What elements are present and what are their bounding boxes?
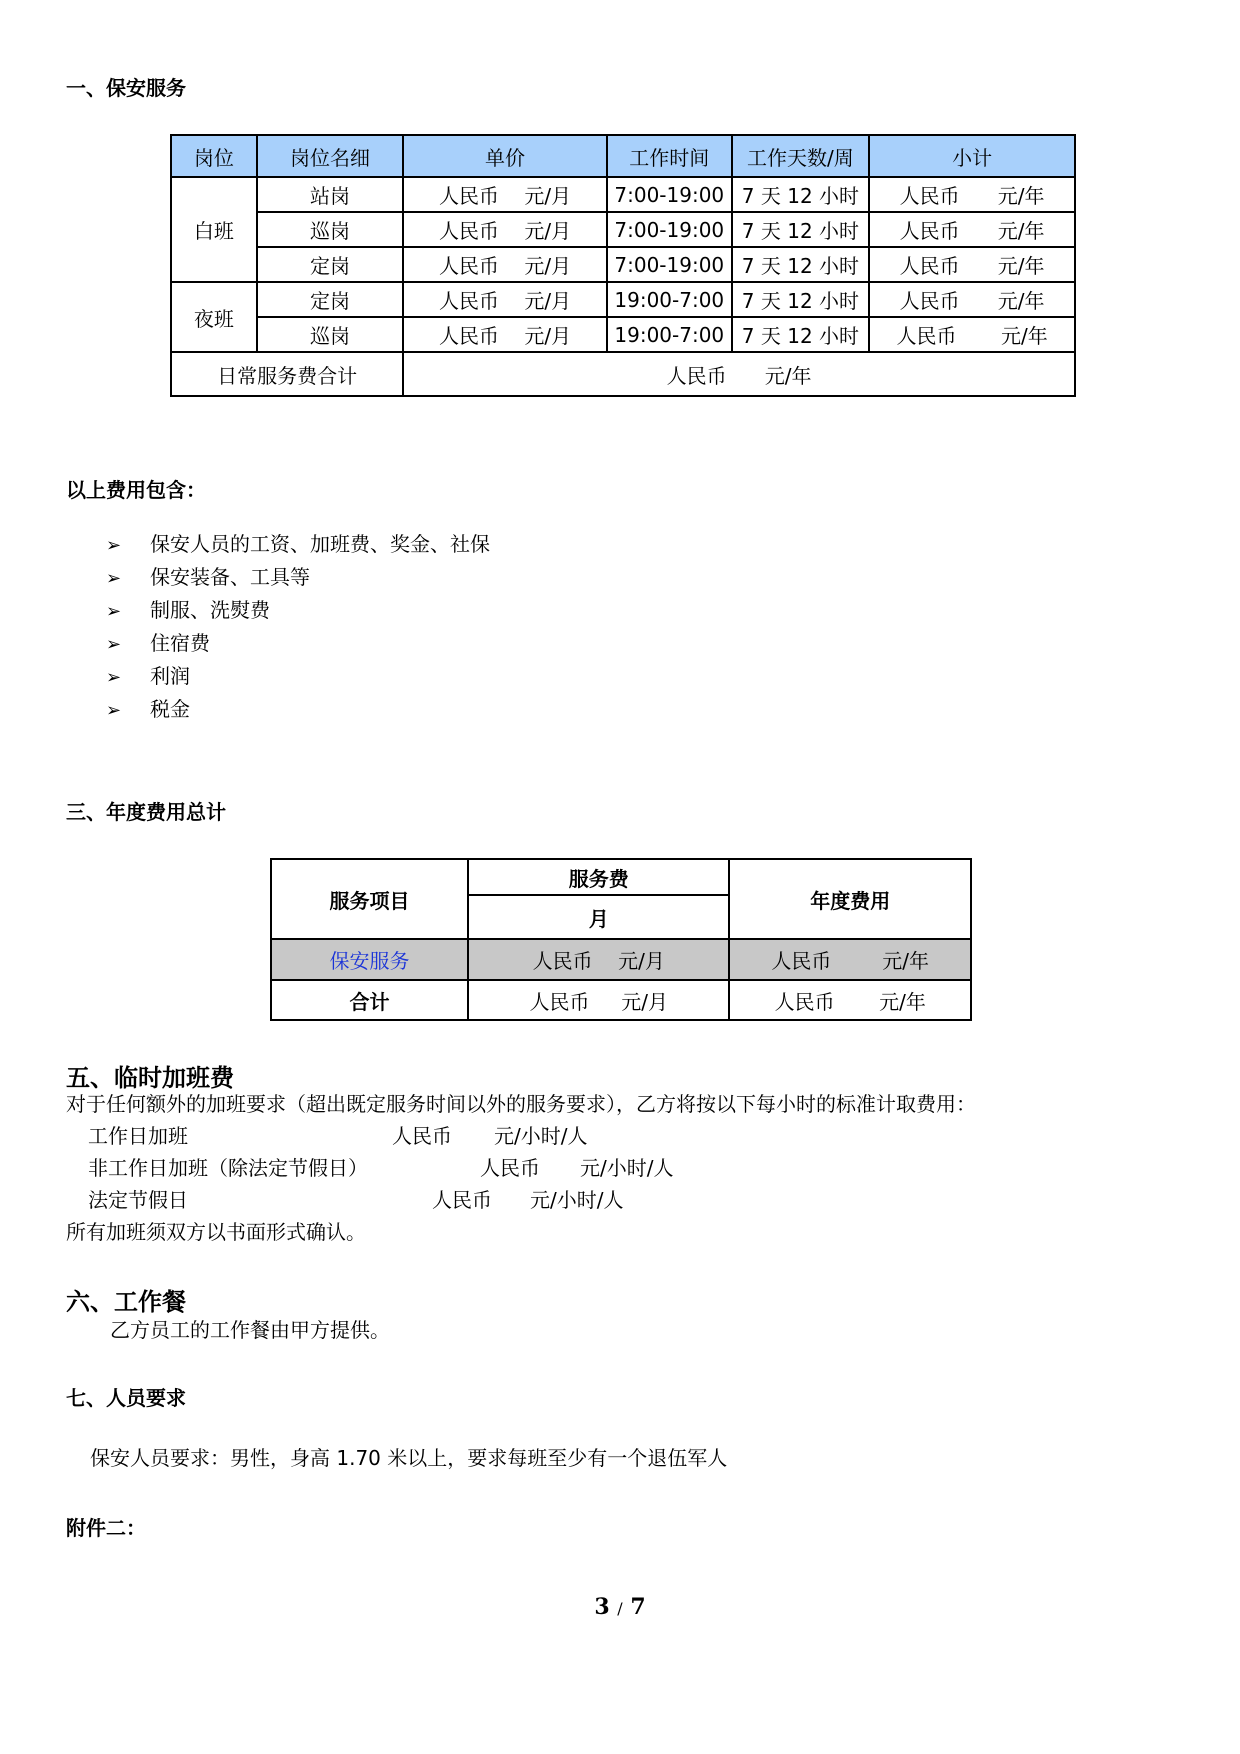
total-value: 人民币 元/年 xyxy=(403,352,1075,396)
days-cell: 7 天 12 小时 xyxy=(732,212,870,247)
table-row xyxy=(171,247,1075,282)
personnel-requirement: 保安人员要求：男性，身高 1.70 米以上，要求每班至少有一个退伍军人 xyxy=(90,1446,728,1470)
overtime-nonworkday-currency: 人民币 xyxy=(480,1156,540,1180)
list-item: ➢ 保安装备、工具等 xyxy=(106,561,490,594)
security-service-table xyxy=(170,134,1076,397)
included-list xyxy=(106,528,490,726)
section-3-title: 三、年度费用总计 xyxy=(66,800,226,824)
list-item: ➢ 制服、洗熨费 xyxy=(106,594,490,627)
list-item: ➢ 利润 xyxy=(106,660,490,693)
overtime-weekday-label: 工作日加班 xyxy=(88,1124,188,1148)
col-service-item: 服务项目 xyxy=(271,859,468,939)
subtotal-cell: 人民币 元/年 xyxy=(869,282,1075,317)
page-number xyxy=(0,1594,1240,1620)
table-row xyxy=(171,282,1075,317)
annual-total-table xyxy=(270,858,972,1021)
time-cell: 19:00-7:00 xyxy=(607,317,732,352)
overtime-intro: 对于任何额外的加班要求（超出既定服务时间以外的服务要求），乙方将按以下每小时的标准计取费用： xyxy=(66,1092,976,1116)
table-row xyxy=(171,317,1075,352)
time-cell: 19:00-7:00 xyxy=(607,282,732,317)
month-fee-cell: 人民币 元/月 xyxy=(468,939,729,980)
header-post: 岗位 xyxy=(171,135,257,177)
col-annual-fee: 年度费用 xyxy=(729,859,971,939)
header-work-days: 工作天数/周 xyxy=(732,135,870,177)
subtotal-cell: 人民币 元/年 xyxy=(869,247,1075,282)
list-item: ➢ 住宿费 xyxy=(106,627,490,660)
table-row xyxy=(271,980,971,1020)
post-cell: 巡岗 xyxy=(257,317,403,352)
page-total: 7 xyxy=(630,1594,646,1620)
days-cell: 7 天 12 小时 xyxy=(732,177,870,212)
header-post-detail: 岗位名细 xyxy=(257,135,403,177)
shift-night: 夜班 xyxy=(171,282,257,352)
month-fee-cell: 人民币 元/月 xyxy=(468,980,729,1020)
total-row xyxy=(171,352,1075,396)
post-cell: 定岗 xyxy=(257,247,403,282)
page-separator: / xyxy=(617,1599,623,1618)
subtotal-cell: 人民币 元/年 xyxy=(869,177,1075,212)
overtime-holiday-currency: 人民币 xyxy=(432,1188,492,1212)
annual-fee-cell: 人民币 元/年 xyxy=(729,939,971,980)
section-7-title: 七、人员要求 xyxy=(66,1386,186,1410)
post-cell: 站岗 xyxy=(257,177,403,212)
overtime-weekday-currency: 人民币 xyxy=(392,1124,452,1148)
table-header-row xyxy=(171,135,1075,177)
page-current: 3 xyxy=(594,1594,610,1620)
table-row xyxy=(171,177,1075,212)
overtime-note: 所有加班须双方以书面形式确认。 xyxy=(66,1220,366,1244)
section-1-title: 一、保安服务 xyxy=(66,76,186,100)
included-title: 以上费用包含： xyxy=(66,478,206,502)
price-cell: 人民币 元/月 xyxy=(403,177,607,212)
section-5-title: 五、临时加班费 xyxy=(66,1064,234,1092)
overtime-weekday-unit: 元/小时/人 xyxy=(494,1124,588,1148)
shift-day: 白班 xyxy=(171,177,257,282)
header-work-time: 工作时间 xyxy=(607,135,732,177)
col-service-fee: 服务费 xyxy=(468,859,729,895)
arrow-bullet-icon: ➢ xyxy=(106,535,122,556)
header-unit-price: 单价 xyxy=(403,135,607,177)
arrow-bullet-icon: ➢ xyxy=(106,667,122,688)
post-cell: 定岗 xyxy=(257,282,403,317)
table-row xyxy=(171,212,1075,247)
price-cell: 人民币 元/月 xyxy=(403,317,607,352)
price-cell: 人民币 元/月 xyxy=(403,282,607,317)
overtime-holiday-label: 法定节假日 xyxy=(88,1188,188,1212)
attachment-title: 附件二： xyxy=(66,1516,146,1540)
table-row xyxy=(271,939,971,980)
arrow-bullet-icon: ➢ xyxy=(106,601,122,622)
list-item: ➢ 保安人员的工资、加班费、奖金、社保 xyxy=(106,528,490,561)
total-label: 合计 xyxy=(271,980,468,1020)
subtotal-cell: 人民币 元/年 xyxy=(869,317,1075,352)
overtime-nonworkday-unit: 元/小时/人 xyxy=(580,1156,674,1180)
time-cell: 7:00-19:00 xyxy=(607,212,732,247)
arrow-bullet-icon: ➢ xyxy=(106,568,122,589)
time-cell: 7:00-19:00 xyxy=(607,247,732,282)
days-cell: 7 天 12 小时 xyxy=(732,247,870,282)
annual-fee-cell: 人民币 元/年 xyxy=(729,980,971,1020)
header-subtotal: 小计 xyxy=(869,135,1075,177)
overtime-nonworkday-label: 非工作日加班（除法定节假日） xyxy=(88,1156,368,1180)
security-service-link[interactable]: 保安服务 xyxy=(271,939,468,980)
days-cell: 7 天 12 小时 xyxy=(732,282,870,317)
price-cell: 人民币 元/月 xyxy=(403,212,607,247)
meal-text: 乙方员工的工作餐由甲方提供。 xyxy=(110,1318,390,1342)
time-cell: 7:00-19:00 xyxy=(607,177,732,212)
overtime-holiday-unit: 元/小时/人 xyxy=(530,1188,624,1212)
total-label: 日常服务费合计 xyxy=(171,352,403,396)
price-cell: 人民币 元/月 xyxy=(403,247,607,282)
post-cell: 巡岗 xyxy=(257,212,403,247)
arrow-bullet-icon: ➢ xyxy=(106,700,122,721)
list-item: ➢ 税金 xyxy=(106,693,490,726)
col-month: 月 xyxy=(468,895,729,939)
arrow-bullet-icon: ➢ xyxy=(106,634,122,655)
subtotal-cell: 人民币 元/年 xyxy=(869,212,1075,247)
days-cell: 7 天 12 小时 xyxy=(732,317,870,352)
section-6-title: 六、工作餐 xyxy=(66,1288,186,1316)
